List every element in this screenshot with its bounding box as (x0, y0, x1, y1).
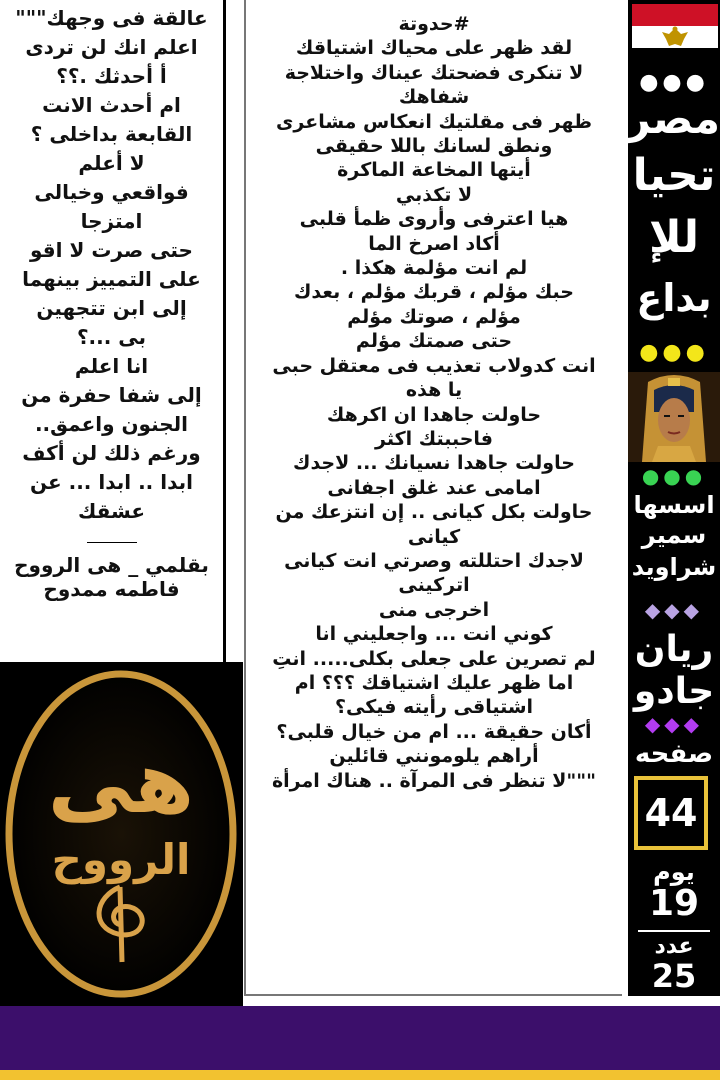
poem-line: امامى عند غلق اجفانى (327, 476, 541, 499)
editor-first-name: ريان (634, 629, 714, 670)
poem-line: لم انت مؤلمة هكذا . (340, 257, 528, 280)
pharaoh-portrait (628, 372, 720, 462)
main-poem-column (244, 0, 622, 996)
poem-line: يا هذه (405, 379, 463, 402)
decorative-dots: ●●● (639, 340, 709, 365)
poem-line: ونطق لسانك باللا حقيقى (315, 135, 553, 158)
poem-line: بى ...؟ (76, 325, 147, 349)
poem-line: القابعة بداخلى ؟ (30, 122, 193, 146)
poem-line: ام أحدث الانت (42, 93, 181, 117)
logo-word-bottom: الرووح (51, 835, 191, 884)
slogan-word-2: تحيا (632, 150, 716, 201)
poem-line: لم تصرين على جعلى بكلى..... انتِ (272, 647, 596, 670)
poem-line: كوني انت ... واجعليني انا (315, 623, 553, 646)
poem-line: لا تنكرى فضحتك عيناك واختلاجة (284, 61, 584, 84)
day-label: يوم (653, 858, 695, 886)
poem-line: إلى ابن تتجهين (36, 296, 187, 320)
poem-line: عشقك (77, 499, 146, 523)
decorative-diamonds: ◆◆◆ (644, 712, 704, 736)
poem-line: حاولت جاهدا نسيانك ... لاجدك (293, 452, 575, 475)
decorative-diamonds: ◆◆◆ (644, 598, 704, 622)
poem-line: انا اعلم (74, 354, 149, 378)
footer-stripe (0, 1070, 720, 1080)
poem-line: """لا تنظر فى المرآة .. هناك امرأة (271, 769, 597, 792)
poem-line: فواقعي وخيالى (34, 180, 189, 204)
poem-line: اخرجى منى (378, 598, 490, 621)
poem-line: أ أحدثك .؟؟ (56, 64, 167, 88)
magazine-sidebar (628, 0, 720, 996)
poem-line: ابدا .. ابدا ... عن (29, 470, 194, 494)
poem-line: اتركينى (398, 574, 470, 597)
poem-line: ورغم ذلك لن أكف (22, 441, 201, 465)
poem-line: اشتياقى رأيته فيكى؟ (334, 696, 534, 719)
poem-line: ظهر فى مقلتيك انعكاس مشاعرى (276, 110, 592, 133)
poem-line: إلى شفا حفرة من (21, 383, 202, 407)
egypt-flag-icon (632, 4, 718, 70)
decorative-dots: ●●● (641, 464, 707, 488)
slogan-word-1: مصر (626, 94, 720, 143)
logo-emblem (0, 662, 243, 1006)
page-label: صفحه (634, 739, 714, 769)
issue-label: عدد (654, 934, 694, 959)
decorative-dots: ●●● (639, 70, 709, 95)
poem-line: شفاهك (398, 86, 470, 109)
poem-line: كيانى (407, 525, 461, 548)
page-number-box (634, 776, 708, 850)
poem-line: فاحببتك اكثر (375, 427, 493, 450)
poem-line: امتزجا (80, 209, 143, 233)
poem-line: عالقة فى وجهك""" (15, 6, 208, 30)
slogan-word-4: بداع (636, 276, 712, 320)
poem-line: حاولت بكل كيانى .. إن انتزعك من (275, 501, 593, 524)
founder-last-name: شراويد (631, 553, 717, 581)
poem-line: حاولت جاهدا ان اكرهك (326, 403, 542, 426)
divider (87, 542, 137, 543)
poem-line: حتى صمتك مؤلم (355, 330, 513, 353)
magazine-logo (0, 662, 243, 1006)
founder-first-name: سمير (641, 521, 707, 549)
poem-line: هيا اعترفى وأروى ظمأ قلبى (299, 208, 569, 231)
poem-line: لقد ظهر على محياك اشتياقك (295, 37, 573, 60)
left-poem-text (6, 4, 217, 526)
poem-line: اما ظهر عليك اشتياقك ؟؟؟ ام (294, 671, 574, 694)
poem-line: انت كدولاب تعذيب فى معتقل حبى (272, 354, 596, 377)
poem-line: الجنون واعمق.. (34, 412, 189, 436)
poem-line: أكان حقيقة ... ام من خيال قلبى؟ (276, 720, 592, 743)
poem-line: حبك مؤلم ، قربك مؤلم ، بعدك (293, 281, 575, 304)
issue-number: 25 (651, 957, 697, 995)
divider (638, 930, 710, 932)
poem-line: أكاد اصرخ الما (368, 232, 500, 255)
slogan-word-3: للإ (649, 212, 699, 263)
signature-line: فاطمه ممدوح (43, 577, 180, 601)
poem-line: لا تكذبي (395, 183, 473, 206)
poem-line: على التمييز بينهما (22, 267, 201, 291)
poem-line: لاجدك احتللته وصرتي انت كيانى (284, 549, 584, 572)
poem-line: لا أعلم (78, 151, 145, 175)
page-number: 44 (644, 791, 698, 835)
poem-line: #حدوتة (398, 13, 470, 35)
left-poem-column (0, 0, 226, 662)
credit-label: اسسها (633, 491, 715, 519)
poem-line: أيتها المخاعة الماكرة (337, 159, 531, 182)
poem-line: حتى صرت لا اقو (30, 238, 193, 262)
footer-band (0, 1006, 720, 1080)
day-number: 19 (648, 883, 700, 924)
poem-line: أراهم يلومونني قائلين (329, 745, 539, 768)
signature-line: بقلمي _ هى الرووح (14, 553, 209, 577)
poem-line: مؤلم ، صوتك مؤلم (347, 305, 521, 328)
poem-text (246, 12, 622, 793)
logo-word-top: هى (47, 733, 195, 833)
poem-line: اعلم انك لن تردى (25, 35, 198, 59)
signature (6, 553, 217, 601)
editor-last-name: جادو (633, 671, 715, 712)
